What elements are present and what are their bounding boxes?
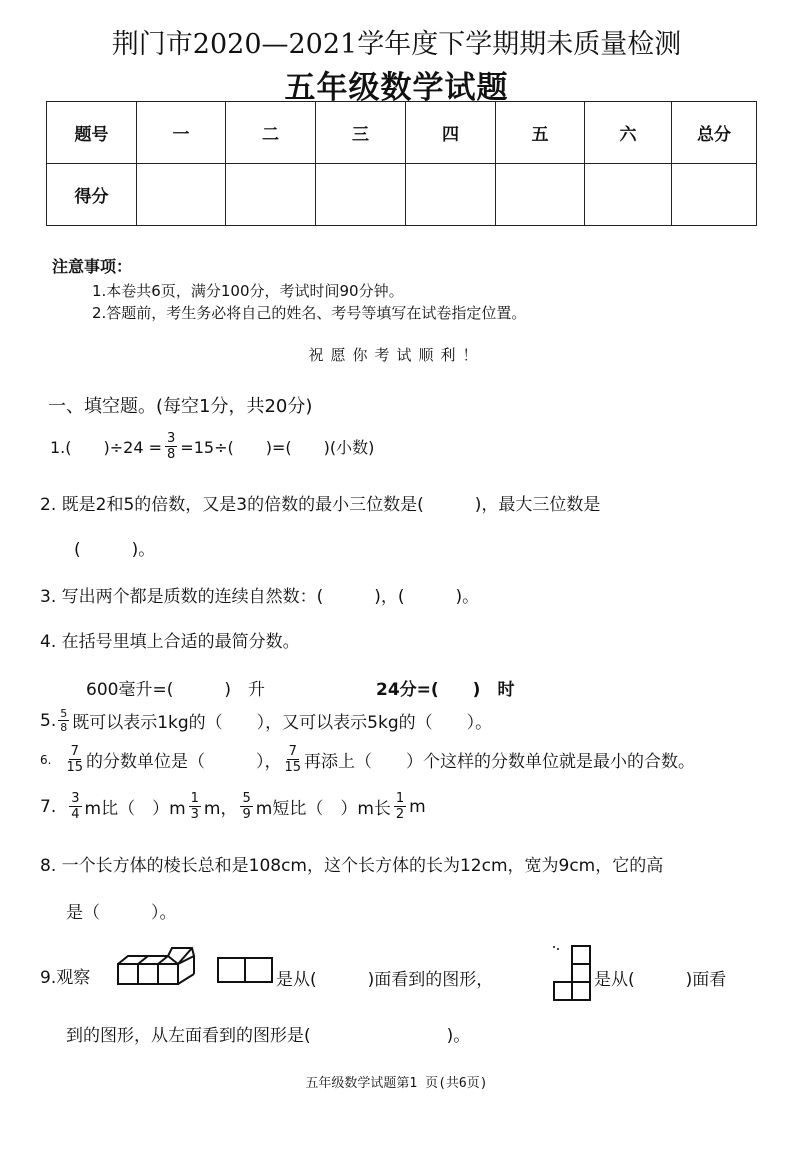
q7-f2-den: 3: [190, 807, 199, 822]
score-cell[interactable]: [226, 164, 316, 226]
score-header-cell: 三: [316, 102, 406, 164]
q7-fraction-4: [394, 792, 406, 821]
q1-fraction: [165, 432, 177, 461]
q6-label: 6.: [40, 752, 52, 767]
question-4-part-b: 24分=( ) 时: [376, 680, 515, 700]
question-4: 4. 在括号里填上合适的最简分数。: [40, 632, 300, 652]
question-9-text-a: 是从( )面看到的图形，: [276, 970, 494, 990]
q5-den: 8: [60, 721, 68, 734]
question-2-line1: 2. 既是2和5的倍数，又是3的倍数的最小三位数是( )，最大三位数是: [40, 495, 601, 515]
q5-text: 既可以表示1kg的（ ），又可以表示5kg的（ ）。: [72, 713, 493, 733]
q6-den: 15: [66, 760, 83, 775]
q7-fraction-3: [240, 792, 252, 821]
score-table: [46, 101, 757, 226]
q5-label: 5.: [40, 710, 57, 731]
question-9-line2: 到的图形，从左面看到的图形是( )。: [66, 1026, 471, 1046]
q7-f3-den: 9: [242, 807, 251, 822]
score-header-cell: 五: [496, 102, 585, 164]
score-header-cell: 一: [137, 102, 226, 164]
question-4-part-a: 600毫升=( ) 升: [86, 680, 265, 700]
score-row-label: 得分: [47, 164, 137, 226]
exam-subtitle: 五年级数学试题: [284, 70, 509, 106]
exam-title: 荆门市2020—2021学年度下学期期未质量检测: [111, 29, 682, 60]
cube-stack-figure: [116, 944, 198, 988]
score-header-cell: 二: [226, 102, 316, 164]
q7-f4-den: 2: [395, 807, 405, 822]
score-cell[interactable]: [406, 164, 496, 226]
question-8-line1: 8. 一个长方体的棱长总和是108cm，这个长方体的长为12cm，宽为9cm，它的高: [40, 856, 664, 876]
notes-heading: 注意事项：: [52, 257, 133, 276]
q7-text-c: m短比（ ）m长: [255, 799, 391, 819]
score-cell[interactable]: [672, 164, 757, 226]
q6-text-b: 再添上（ ）个这样的分数单位就是最小的合数。: [304, 752, 696, 772]
note-item: 2.答题前，考生务必将自己的姓名、考号等填写在试卷指定位置。: [92, 304, 527, 322]
q7-f1-den: 4: [71, 807, 80, 822]
score-cell[interactable]: [496, 164, 585, 226]
score-cell[interactable]: [137, 164, 226, 226]
q7-text-b: m，: [203, 799, 238, 819]
score-header-cell: 题号: [47, 102, 137, 164]
q6-fraction: [66, 745, 83, 774]
question-1: [50, 432, 374, 461]
q7-label: 7.: [40, 796, 57, 817]
question-2-line2: ( )。: [74, 540, 156, 560]
question-9-label: 9.观察: [40, 968, 91, 988]
q1-text-a: 1.( )÷24 =: [50, 438, 163, 457]
q7-f3-num: 5: [242, 791, 251, 806]
q5-num: 5: [60, 707, 68, 720]
score-header-cell: 六: [585, 102, 672, 164]
question-6: [40, 745, 695, 774]
q5-fraction: [58, 708, 69, 733]
question-8-line2: 是（ ）。: [66, 903, 177, 923]
good-luck-message: 祝愿你考试顺利！: [308, 346, 485, 364]
front-view-figure: [217, 957, 273, 983]
question-3: 3. 写出两个都是质数的连续自然数：( )，( )。: [40, 587, 480, 607]
score-table-header-row: [47, 102, 757, 164]
q6-text-a: 的分数单位是（ ），: [86, 752, 282, 772]
question-5: [40, 708, 492, 733]
q1-num: 3: [167, 431, 176, 446]
q6-num: 7: [70, 744, 79, 759]
page-footer: 五年级数学试题第1 页(共6页): [305, 1076, 488, 1091]
question-9-text-b: 是从( )面看: [594, 970, 727, 990]
q6-num-2: 7: [288, 744, 297, 759]
score-cell[interactable]: [585, 164, 672, 226]
q7-f4-num: 1: [395, 791, 405, 806]
score-cell[interactable]: [316, 164, 406, 226]
question-7: [40, 792, 426, 821]
q7-f1-num: 3: [71, 791, 80, 806]
q7-text-a: m比（ ）m: [84, 799, 186, 819]
q6-den-2: 15: [284, 760, 302, 775]
q1-den: 8: [167, 447, 176, 462]
note-item: 1.本卷共6页，满分100分，考试时间90分钟。: [92, 282, 404, 300]
q7-text-d: m: [409, 796, 426, 817]
side-view-figure: [548, 944, 592, 1002]
q7-f2-num: 1: [190, 791, 199, 806]
q7-fraction-2: [189, 792, 201, 821]
q6-fraction-2: [285, 745, 302, 774]
section-heading: 一、填空题。(每空1分，共20分): [48, 396, 313, 417]
q7-fraction-1: [69, 792, 81, 821]
q1-text-b: =15÷( )=( )(小数): [180, 438, 375, 457]
score-table-score-row: [47, 164, 757, 226]
score-header-cell: 四: [406, 102, 496, 164]
score-header-cell: 总分: [672, 102, 757, 164]
